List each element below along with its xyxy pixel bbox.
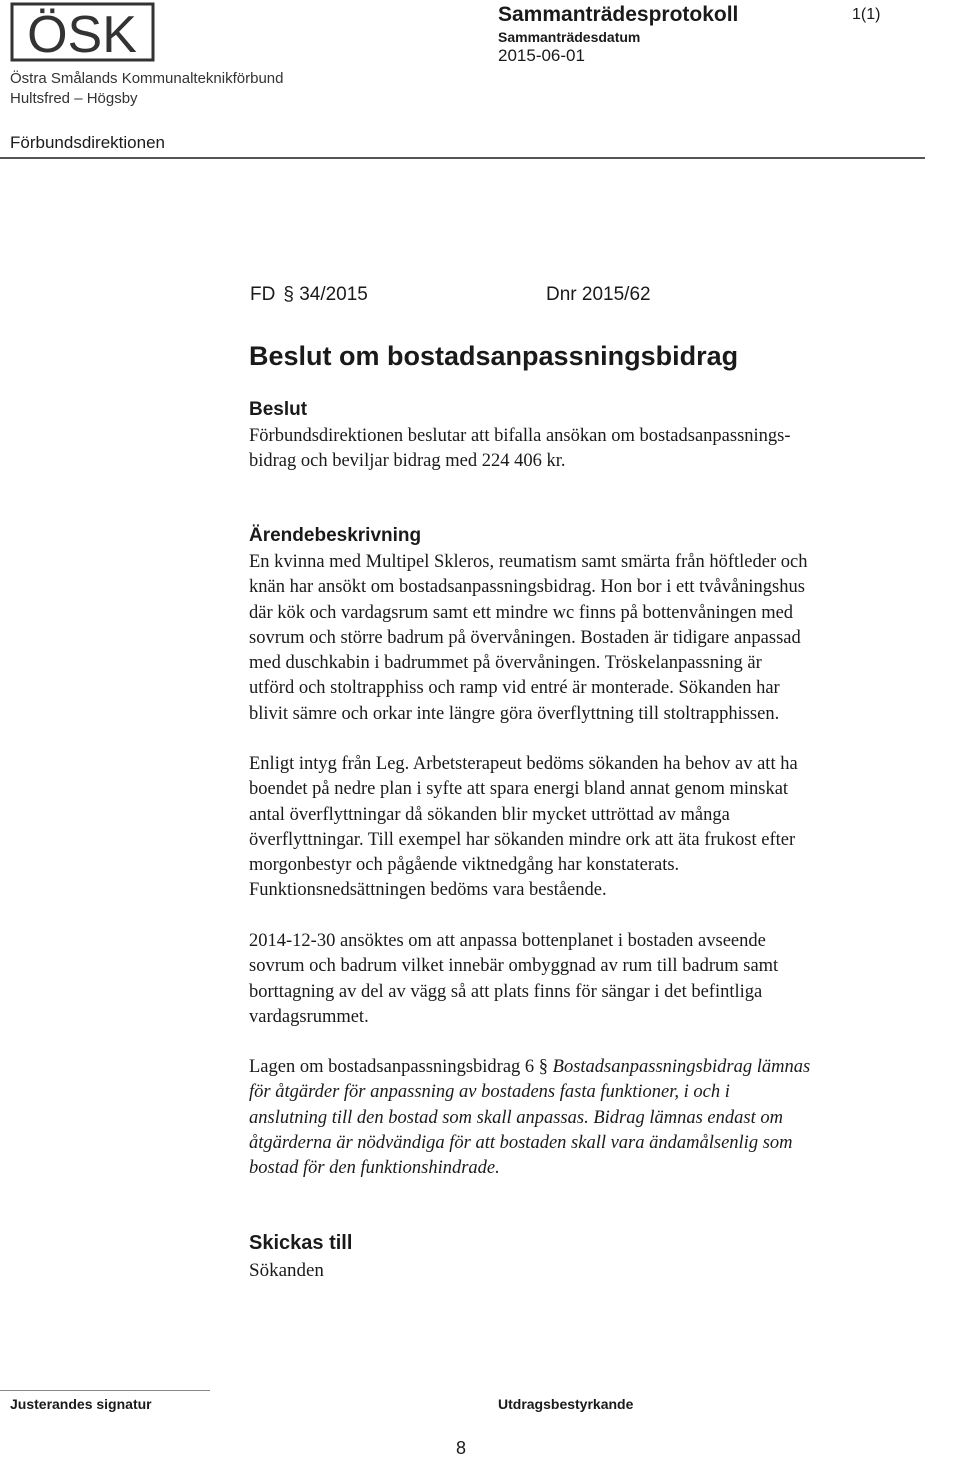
matter-number: FD § 34/2015 [250,284,368,305]
law-paragraph: Lagen om bostadsanpassningsbidrag 6 § Bostadsanpassningsbidrag lämnas för åtgärder för anpassning av bostadens fasta funktioner, i och i anslutning till den bostad som skall anpassas. Bidrag lämnas endast om åtgärderna är nödvändiga för att bostaden skall vara ändamålsenlig som bostad för den funktionshindrade. [249,1057,811,1179]
org-name: Östra Smålands Kommunalteknikförbund [10,70,284,87]
skickas-heading: Skickas till [249,1232,353,1254]
page-count: 1(1) [852,6,881,23]
meeting-date: 2015-06-01 [498,46,585,65]
intyg-paragraph: Enligt intyg från Leg. Arbetsterapeut bedöms sökanden ha behov av att ha boendet på nedre plan i syfte att spara energi bland annat genom minskat antal överflyttningar då sökanden blir mycket uttröttad av många överflyttningar. Till exempel har sökanden mindre ork att äta frukost efter morgonbestyr och pågående viktnedgång har konstaterats. Funktionsnedsättningen bedöms vara bestående. [249,754,798,901]
meeting-date-label: Sammanträdesdatum [498,29,641,45]
arende-heading: Ärendebeskrivning [249,525,422,546]
signature-label: Justerandes signatur [10,1396,152,1412]
page-number: 8 [456,1438,467,1458]
beslut-text: Förbundsdirektionen beslutar att bifalla ansökan om bostadsanpassnings- bidrag och beviljar bidrag med 224 406 kr. [249,426,791,472]
page-title: Beslut om bostadsanpassningsbidrag [249,341,739,371]
beslut-heading: Beslut [249,399,308,420]
signature-line [0,1390,210,1391]
osk-logo [10,2,155,62]
arende-text: En kvinna med Multipel Skleros, reumatism samt smärta från höftleder och knän har ansökt om bostadsanpassningsbidrag. Hon bor i ett tvåvåningshus där kök och vardagsrum samt ett mindre wc finns på bottenvåningen med sovrum och större badrum på övervåningen. Bostaden är tidigare anpassad med duschkabin i badrummet på övervåningen. Tröskelanpassning är utförd och stoltrapphiss och ramp vid entré är monterade. Sökanden har blivit sämre och orkar inte längre göra överflyttning till stoltrapphissen. [249,552,808,724]
recipient: Sökanden [249,1260,324,1281]
header-divider [0,157,925,159]
logo-text: ÖSK [27,6,137,62]
certification-label: Utdragsbestyrkande [498,1396,634,1412]
application-paragraph: 2014-12-30 ansöktes om att anpassa bottenplanet i bostaden avseende sovrum och badrum vilket innebär ombyggnad av rum till badrum samt borttagning av del av vägg så att plats finns för sängar i det befintliga vardagsrummet. [249,931,779,1027]
board-name: Förbundsdirektionen [10,133,165,152]
org-location: Hultsfred – Högsby [10,90,138,107]
registration-number: Dnr 2015/62 [546,284,651,305]
document-title: Sammanträdesprotokoll [498,3,739,26]
